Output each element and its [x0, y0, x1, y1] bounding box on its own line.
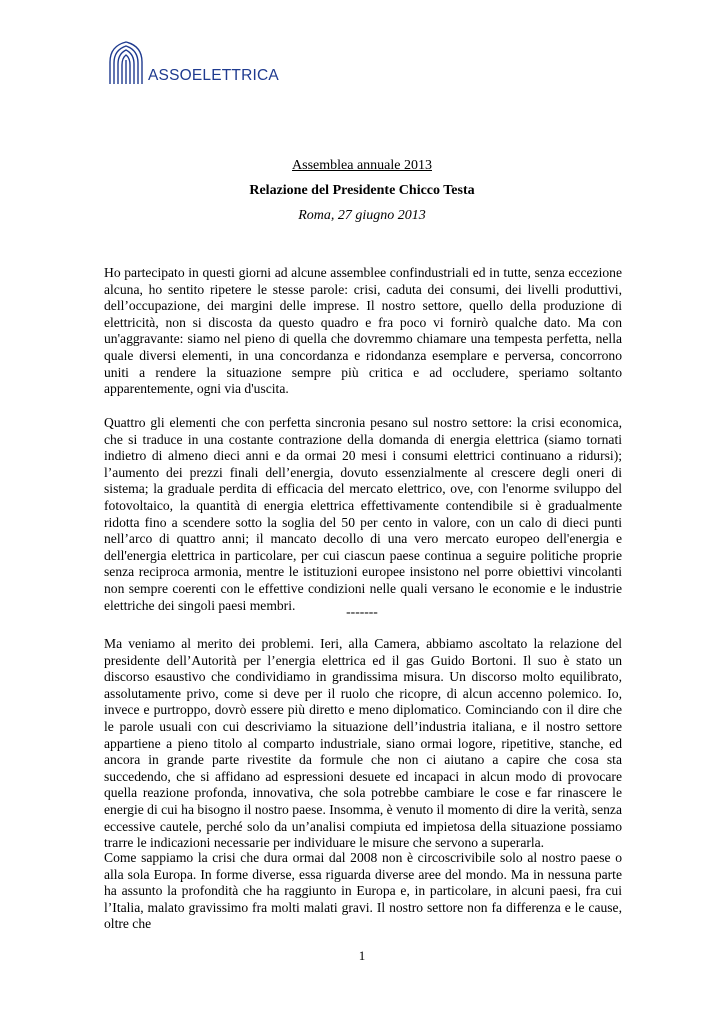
paragraph-2: Quattro gli elementi che con perfetta sincronia pesano sul nostro settore: la crisi economica, che si traduce in una costante contrazione della domanda di energia elettrica (siamo tornati indietro di almeno dieci anni e da ormai 20 mesi i consumi elettrici continuano a ridursi); l’aumento dei prezzi finali dell’energia, dovuto essenzialmente al crescere degli oneri di sistema; la graduale perdita di efficacia del mercato elettrico, ove, con l'enorme sviluppo del fotovoltaico, la quantità di energia elettrica effettivamente contendibile si è gradualmente ridotta fino a scendere sotto la soglia del 50 per cento in valore, con un calo di dieci punti nell’arco di quattro anni; il mancato decollo di una vero mercato europeo dell'energia e dell'energia elettrica in particolare, per cui ciascun paese continua a seguire politiche proprie senza reciproca armonia, mentre le istituzioni europee insistono nel porre obiettivi vincolanti non sempre coerenti con le effettive condizioni nelle quali versano le economie e le industrie elettriche dei singoli paesi membri. [104, 415, 622, 613]
section-separator: ------- [346, 604, 378, 619]
paragraph-1: Ho partecipato in questi giorni ad alcune assemblee confindustriali ed in tutte, senza eccezione alcuna, ho sentito ripetere le stesse parole: crisi, caduta dei consumi, dei livelli produttivi, dell’occupazione, dei margini delle imprese. Il nostro settore, quello della produzione di elettricità, non si discosta da questo quadro e fra poco vi fornirò qualche dato. Ma con un'aggravante: siamo nel pieno di quella che dovremmo chiamare una tempesta perfetta, nella quale diversi elementi, in una concordanza e ridondanza esemplare e perversa, concorrono uniti a rendere la situazione sempre più critica e ad occludere, speriamo soltanto apparentemente, ogni via d'uscita. [104, 265, 622, 397]
assoelettrica-logo-icon [106, 40, 146, 86]
document-subtitle: Relazione del Presidente Chicco Testa [249, 183, 475, 198]
document-title: Assemblea annuale 2013 [292, 158, 432, 173]
paragraph-4: Come sappiamo la crisi che dura ormai dal 2008 non è circoscrivibile solo al nostro paese o alla sola Europa. In forme diverse, essa riguarda diverse aree del mondo. Ma in nessuna parte ha assunto la profondità che ha raggiunto in Europa e, in particolare, in alcuni paesi, fra cui l’Italia, malato gravissimo fra molti malati gravi. Il nostro settore non fa differenza e le cause, oltre che [104, 850, 622, 932]
page-number: 1 [358, 948, 366, 963]
document-date: Roma, 27 giugno 2013 [298, 208, 426, 223]
logo-text: ASSOELETTRICA [148, 67, 279, 84]
paragraph-3: Ma veniamo al merito dei problemi. Ieri, alla Camera, abbiamo ascoltato la relazione del presidente dell’Autorità per l’energia elettrica ed il gas Guido Bortoni. Il suo è stato un discorso esaustivo che condividiamo in grandissima misura. Un discorso molto equilibrato, assolutamente privo, come si deve per il ruolo che ricopre, di alcun accenno polemico. Io, invece e purtroppo, dovrò essere più diretto e meno diplomatico. Cominciando con il dire che le parole usuali con cui descriviamo la situazione dell’industria italiana, e il nostro settore appartiene a pieno titolo al comparto industriale, siano ormai logore, ripetitive, stanche, ed ancora in grande parte rivestite da formule che non ci aiutano a capire che cosa sta succedendo, che si affidano ad espressioni desuete ed incapaci in alcun modo di provocare quella reazione profonda, innovativa, che sola potrebbe cambiare le cose e far rinascere le energie di cui ha bisogno il nostro paese. Insomma, è venuto il momento di dire la verità, senza eccessive cautele, perché solo da un’analisi compiuta ed impietosa della situazione possiamo trarre le indicazioni necessarie per individuare le misure che servono a superarla. [104, 636, 622, 851]
